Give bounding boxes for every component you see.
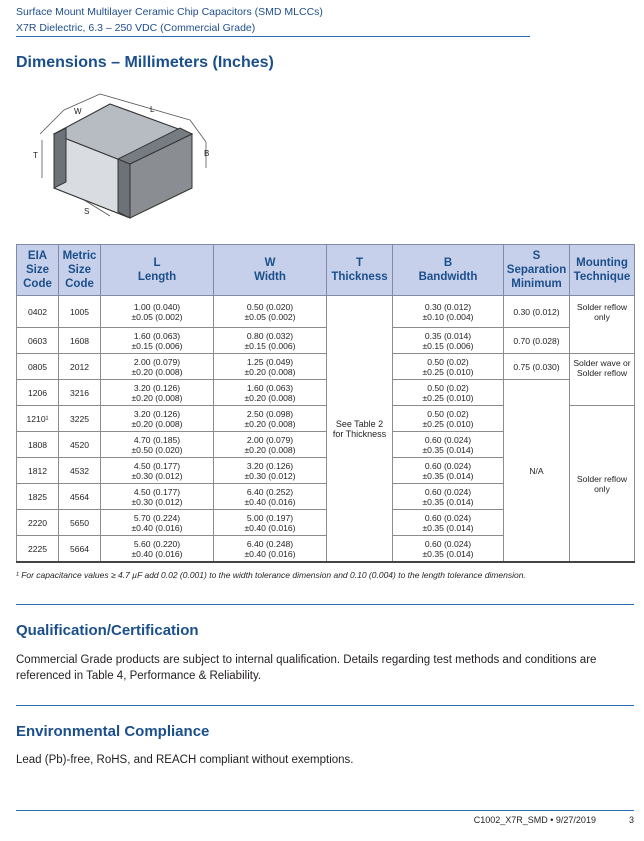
metric-size-cell: 3225 — [59, 406, 101, 432]
section-rule — [16, 604, 634, 605]
bandwidth-cell: 0.60 (0.024) ±0.35 (0.014) — [393, 510, 504, 536]
metric-size-cell: 4564 — [59, 484, 101, 510]
mounting-cell: Solder wave or Solder reflow — [570, 354, 635, 406]
table-header-row — [17, 245, 635, 296]
metric-size-cell: 5664 — [59, 536, 101, 563]
section-rule — [16, 705, 634, 706]
bandwidth-cell: 0.60 (0.024) ±0.35 (0.014) — [393, 432, 504, 458]
diagram-label-w: W — [74, 107, 82, 116]
header-product-line: Surface Mount Multilayer Ceramic Chip Capacitors (SMD MLCCs) — [16, 6, 323, 18]
bandwidth-cell: 0.60 (0.024) ±0.35 (0.014) — [393, 484, 504, 510]
eia-size-cell: 0603 — [17, 328, 59, 354]
table-footnote: ¹ For capacitance values ≥ 4.7 µF add 0.02 (0.001) to the width tolerance dimension and 0.10 (0.004) to the length tolerance dimension. — [16, 570, 526, 580]
metric-size-cell: 3216 — [59, 380, 101, 406]
footer-doc-id: C1002_X7R_SMD • 9/27/2019 — [473, 815, 596, 825]
length-cell: 3.20 (0.126) ±0.20 (0.008) — [101, 380, 214, 406]
qualification-title: Qualification/Certification — [16, 622, 199, 639]
width-cell: 6.40 (0.248) ±0.40 (0.016) — [214, 536, 327, 563]
eia-size-cell: 1812 — [17, 458, 59, 484]
length-cell: 4.50 (0.177) ±0.30 (0.012) — [101, 458, 214, 484]
width-cell: 0.50 (0.020) ±0.05 (0.002) — [214, 296, 327, 328]
header-dielectric-line: X7R Dielectric, 6.3 – 250 VDC (Commercial Grade) — [16, 22, 256, 34]
column-header: W Width — [214, 245, 327, 296]
width-cell: 2.50 (0.098) ±0.20 (0.008) — [214, 406, 327, 432]
length-cell: 1.00 (0.040) ±0.05 (0.002) — [101, 296, 214, 328]
diagram-label-s: S — [84, 207, 90, 216]
column-header: L Length — [101, 245, 214, 296]
bandwidth-cell: 0.60 (0.024) ±0.35 (0.014) — [393, 536, 504, 563]
table-row — [17, 296, 635, 328]
separation-cell: 0.30 (0.012) — [504, 296, 570, 328]
bandwidth-cell: 0.35 (0.014) ±0.15 (0.006) — [393, 328, 504, 354]
separation-cell: 0.70 (0.028) — [504, 328, 570, 354]
dimensions-table — [16, 244, 635, 563]
width-cell: 0.80 (0.032) ±0.15 (0.006) — [214, 328, 327, 354]
separation-cell: N/A — [504, 380, 570, 563]
length-cell: 1.60 (0.063) ±0.15 (0.006) — [101, 328, 214, 354]
column-header: B Bandwidth — [393, 245, 504, 296]
footer — [474, 815, 634, 825]
metric-size-cell: 4532 — [59, 458, 101, 484]
length-cell: 3.20 (0.126) ±0.20 (0.008) — [101, 406, 214, 432]
bandwidth-cell: 0.50 (0.02) ±0.25 (0.010) — [393, 354, 504, 380]
table-body — [17, 296, 635, 563]
eia-size-cell: 1206 — [17, 380, 59, 406]
length-cell: 2.00 (0.079) ±0.20 (0.008) — [101, 354, 214, 380]
metric-size-cell: 5650 — [59, 510, 101, 536]
width-cell: 2.00 (0.079) ±0.20 (0.008) — [214, 432, 327, 458]
length-cell: 4.70 (0.185) ±0.50 (0.020) — [101, 432, 214, 458]
column-header: EIA Size Code — [17, 245, 59, 296]
table-row — [17, 380, 635, 406]
table-row — [17, 354, 635, 380]
chip-dimension-diagram — [30, 90, 230, 230]
diagram-label-b: B — [204, 149, 210, 158]
length-cell: 5.60 (0.220) ±0.40 (0.016) — [101, 536, 214, 563]
eia-size-cell: 1210¹ — [17, 406, 59, 432]
metric-size-cell: 4520 — [59, 432, 101, 458]
separation-cell: 0.75 (0.030) — [504, 354, 570, 380]
bandwidth-cell: 0.50 (0.02) ±0.25 (0.010) — [393, 380, 504, 406]
diagram-label-t: T — [33, 151, 38, 160]
width-cell: 1.25 (0.049) ±0.20 (0.008) — [214, 354, 327, 380]
metric-size-cell: 1608 — [59, 328, 101, 354]
eia-size-cell: 2220 — [17, 510, 59, 536]
metric-size-cell: 1005 — [59, 296, 101, 328]
eia-size-cell: 0402 — [17, 296, 59, 328]
column-header: T Thickness — [327, 245, 393, 296]
environmental-title: Environmental Compliance — [16, 723, 210, 740]
column-header: Mounting Technique — [570, 245, 635, 296]
length-cell: 4.50 (0.177) ±0.30 (0.012) — [101, 484, 214, 510]
footer-rule — [16, 810, 634, 811]
eia-size-cell: 1825 — [17, 484, 59, 510]
column-header: Metric Size Code — [59, 245, 101, 296]
mounting-cell: Solder reflow only — [570, 296, 635, 354]
bandwidth-cell: 0.50 (0.02) ±0.25 (0.010) — [393, 406, 504, 432]
table-row — [17, 328, 635, 354]
width-cell: 1.60 (0.063) ±0.20 (0.008) — [214, 380, 327, 406]
length-cell: 5.70 (0.224) ±0.40 (0.016) — [101, 510, 214, 536]
header-rule — [16, 36, 530, 37]
dimensions-title: Dimensions – Millimeters (Inches) — [16, 54, 274, 71]
thickness-cell: See Table 2 for Thickness — [327, 296, 393, 563]
diagram-label-l: L — [150, 105, 155, 114]
eia-size-cell: 0805 — [17, 354, 59, 380]
eia-size-cell: 2225 — [17, 536, 59, 563]
eia-size-cell: 1808 — [17, 432, 59, 458]
metric-size-cell: 2012 — [59, 354, 101, 380]
bandwidth-cell: 0.60 (0.024) ±0.35 (0.014) — [393, 458, 504, 484]
mounting-cell: Solder reflow only — [570, 406, 635, 563]
width-cell: 6.40 (0.252) ±0.40 (0.016) — [214, 484, 327, 510]
column-header: S Separation Minimum — [504, 245, 570, 296]
bandwidth-cell: 0.30 (0.012) ±0.10 (0.004) — [393, 296, 504, 328]
width-cell: 3.20 (0.126) ±0.30 (0.012) — [214, 458, 327, 484]
page-number: 3 — [628, 815, 634, 825]
environmental-text: Lead (Pb)-free, RoHS, and REACH compliant without exemptions. — [16, 754, 354, 766]
width-cell: 5.00 (0.197) ±0.40 (0.016) — [214, 510, 327, 536]
qualification-text: Commercial Grade products are subject to internal qualification. Details regarding test methods and conditions are referenced in Table 4, Performance & Reliability. — [16, 654, 597, 682]
